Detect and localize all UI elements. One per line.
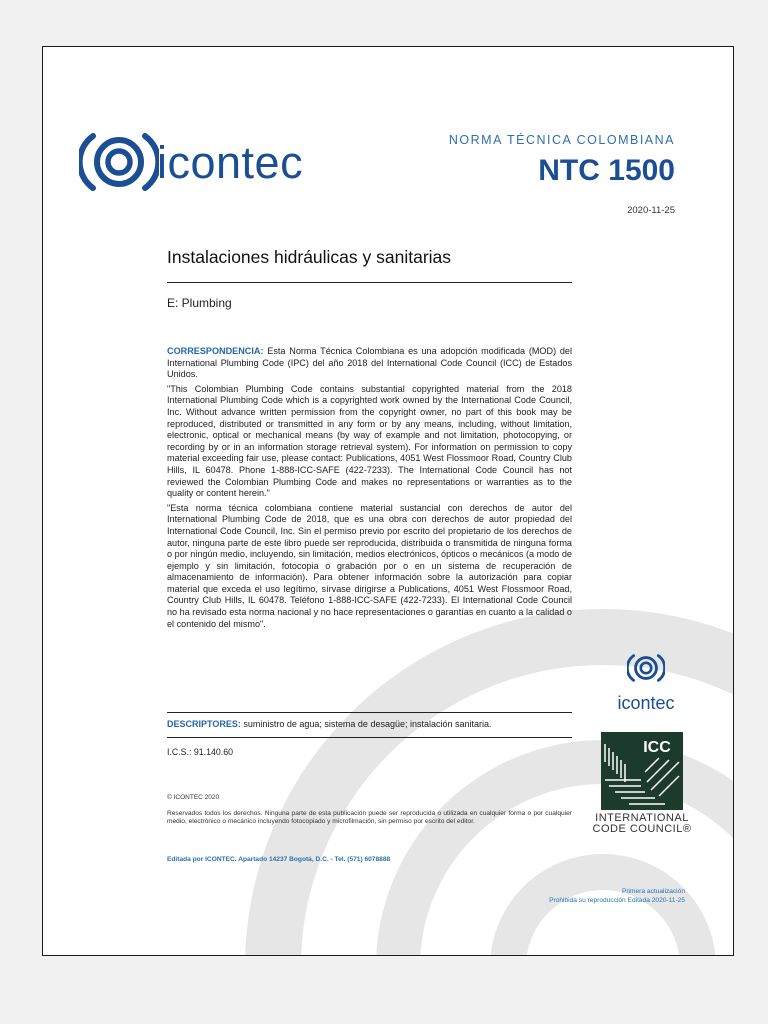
descriptores-line — [167, 719, 492, 729]
icc-caption-line2: CODE COUNCIL® — [592, 823, 692, 835]
icc-badge — [601, 732, 683, 810]
descriptores-bottom-divider — [167, 737, 572, 738]
icc-emblem-icon — [601, 732, 683, 810]
icc-badge-text: ICC — [643, 739, 671, 756]
ics-code: I.C.S.: 91.140.60 — [167, 747, 234, 757]
correspondencia-text: Esta Norma Técnica Colombiana es una adopción modificada (MOD) del International Plumbing Code (IPC) del año 2018 del International Code Council (ICC) de Estados Unidos. — [167, 346, 573, 380]
prohibida-reproduccion: Prohibida su reproducción — [549, 896, 626, 904]
norma-label: NORMA TÉCNICA COLOMBIANA — [448, 133, 675, 147]
descriptores-top-divider — [167, 712, 572, 713]
correspondencia-label: CORRESPONDENCIA: — [167, 346, 264, 356]
side-icontec-wordmark: icontec — [617, 693, 675, 713]
icc-caption-line1: INTERNATIONAL — [595, 812, 689, 824]
title-divider — [167, 282, 572, 283]
publisher-line: Editada por ICONTEC. Apartado 14237 Bogotá, D.C. - Tel. (571) 6078888 — [167, 856, 391, 863]
descriptores-text: suministro de agua; sistema de desagüe; instalación sanitaria. — [243, 719, 492, 729]
side-icontec-icon — [627, 650, 665, 686]
body-text — [167, 346, 572, 633]
rights-reserved-text: Reservados todos los derechos. Ninguna parte de esta publicación puede ser reproducida o utilizada en cualquier forma o por cualquier medio, electrónico o mecánico incluyendo fotocopiado y microfilmación, sin permiso por escrito del editor. — [167, 810, 572, 826]
primera-actualizacion: Primera actualización — [621, 888, 685, 895]
bottom-right-notes — [481, 888, 685, 905]
english-copyright-quote: "This Colombian Plumbing Code contains substantial copyrighted material from the 2018 International Plumbing Code which is a copyrighted work owned by the International Code Council, Inc. Without advance written permission from the copyright owner, no part of this book may be reproduced, distributed or transmitted in any form or by any means, including, without limitation, electronic, optical or mechanical means (by way of example and not limitation, photocopying, or recording by or in an information storage retrieval system). For information on permission to copy material exceeding fair use, please contact: Publications, 4051 West Flossmoor Road, Country Club Hills, IL 60478. Phone 1-888-ICC-SAFE (422-7233). The International Code Council has not reviewed the Colombian Plumbing Code and makes no representations or warranties as to the quality or content herein." — [167, 383, 572, 499]
copyright-notice: © ICONTEC 2020 — [167, 794, 220, 801]
standard-date: 2020-11-25 — [627, 205, 675, 216]
icc-caption — [591, 813, 693, 835]
spanish-copyright-quote: "Esta norma técnica colombiana contiene material sustancial con derechos de autor del International Plumbing Code de 2018, que es una obra con derechos de autor propiedad del International Code Council, Inc. Sin el permiso previo por escrito del propietario de los derechos de autor, ninguna parte de este libro puede ser reproducida, distribuida o transmitida de ninguna forma o por ningún medio, incluyendo, sin limitación, medios electrónicos, ópticos o mecánicos (a modo de ejemplo y sin limitación, fotocopia o grabación por o en un sistema de recuperación de almacenamiento de información). Para obtener información sobre la autorización para copiar material que exceda el uso legítimo, sírvase dirigirse a Publications, 4051 West Flossmoor Road, Country Club Hills, IL 60478. Teléfono 1-888-ICC-SAFE (422-7233). El International Code Council no ha revisado esta norma nacional y no hace representaciones o garantías en cuanto a la calidad o el contenido del mismo". — [167, 502, 572, 629]
page-title: Instalaciones hidráulicas y sanitarias — [167, 247, 452, 267]
correspondencia-paragraph — [167, 346, 572, 381]
icontec-logo-icon — [79, 126, 159, 198]
english-title: E: Plumbing — [167, 296, 232, 310]
brand-wordmark: icontec — [157, 137, 304, 188]
descriptores-label: DESCRIPTORES: — [167, 719, 241, 729]
editada-fecha: Editada 2020-11-25 — [627, 896, 685, 904]
document-page — [42, 46, 734, 956]
standard-code: NTC 1500 — [538, 154, 675, 187]
